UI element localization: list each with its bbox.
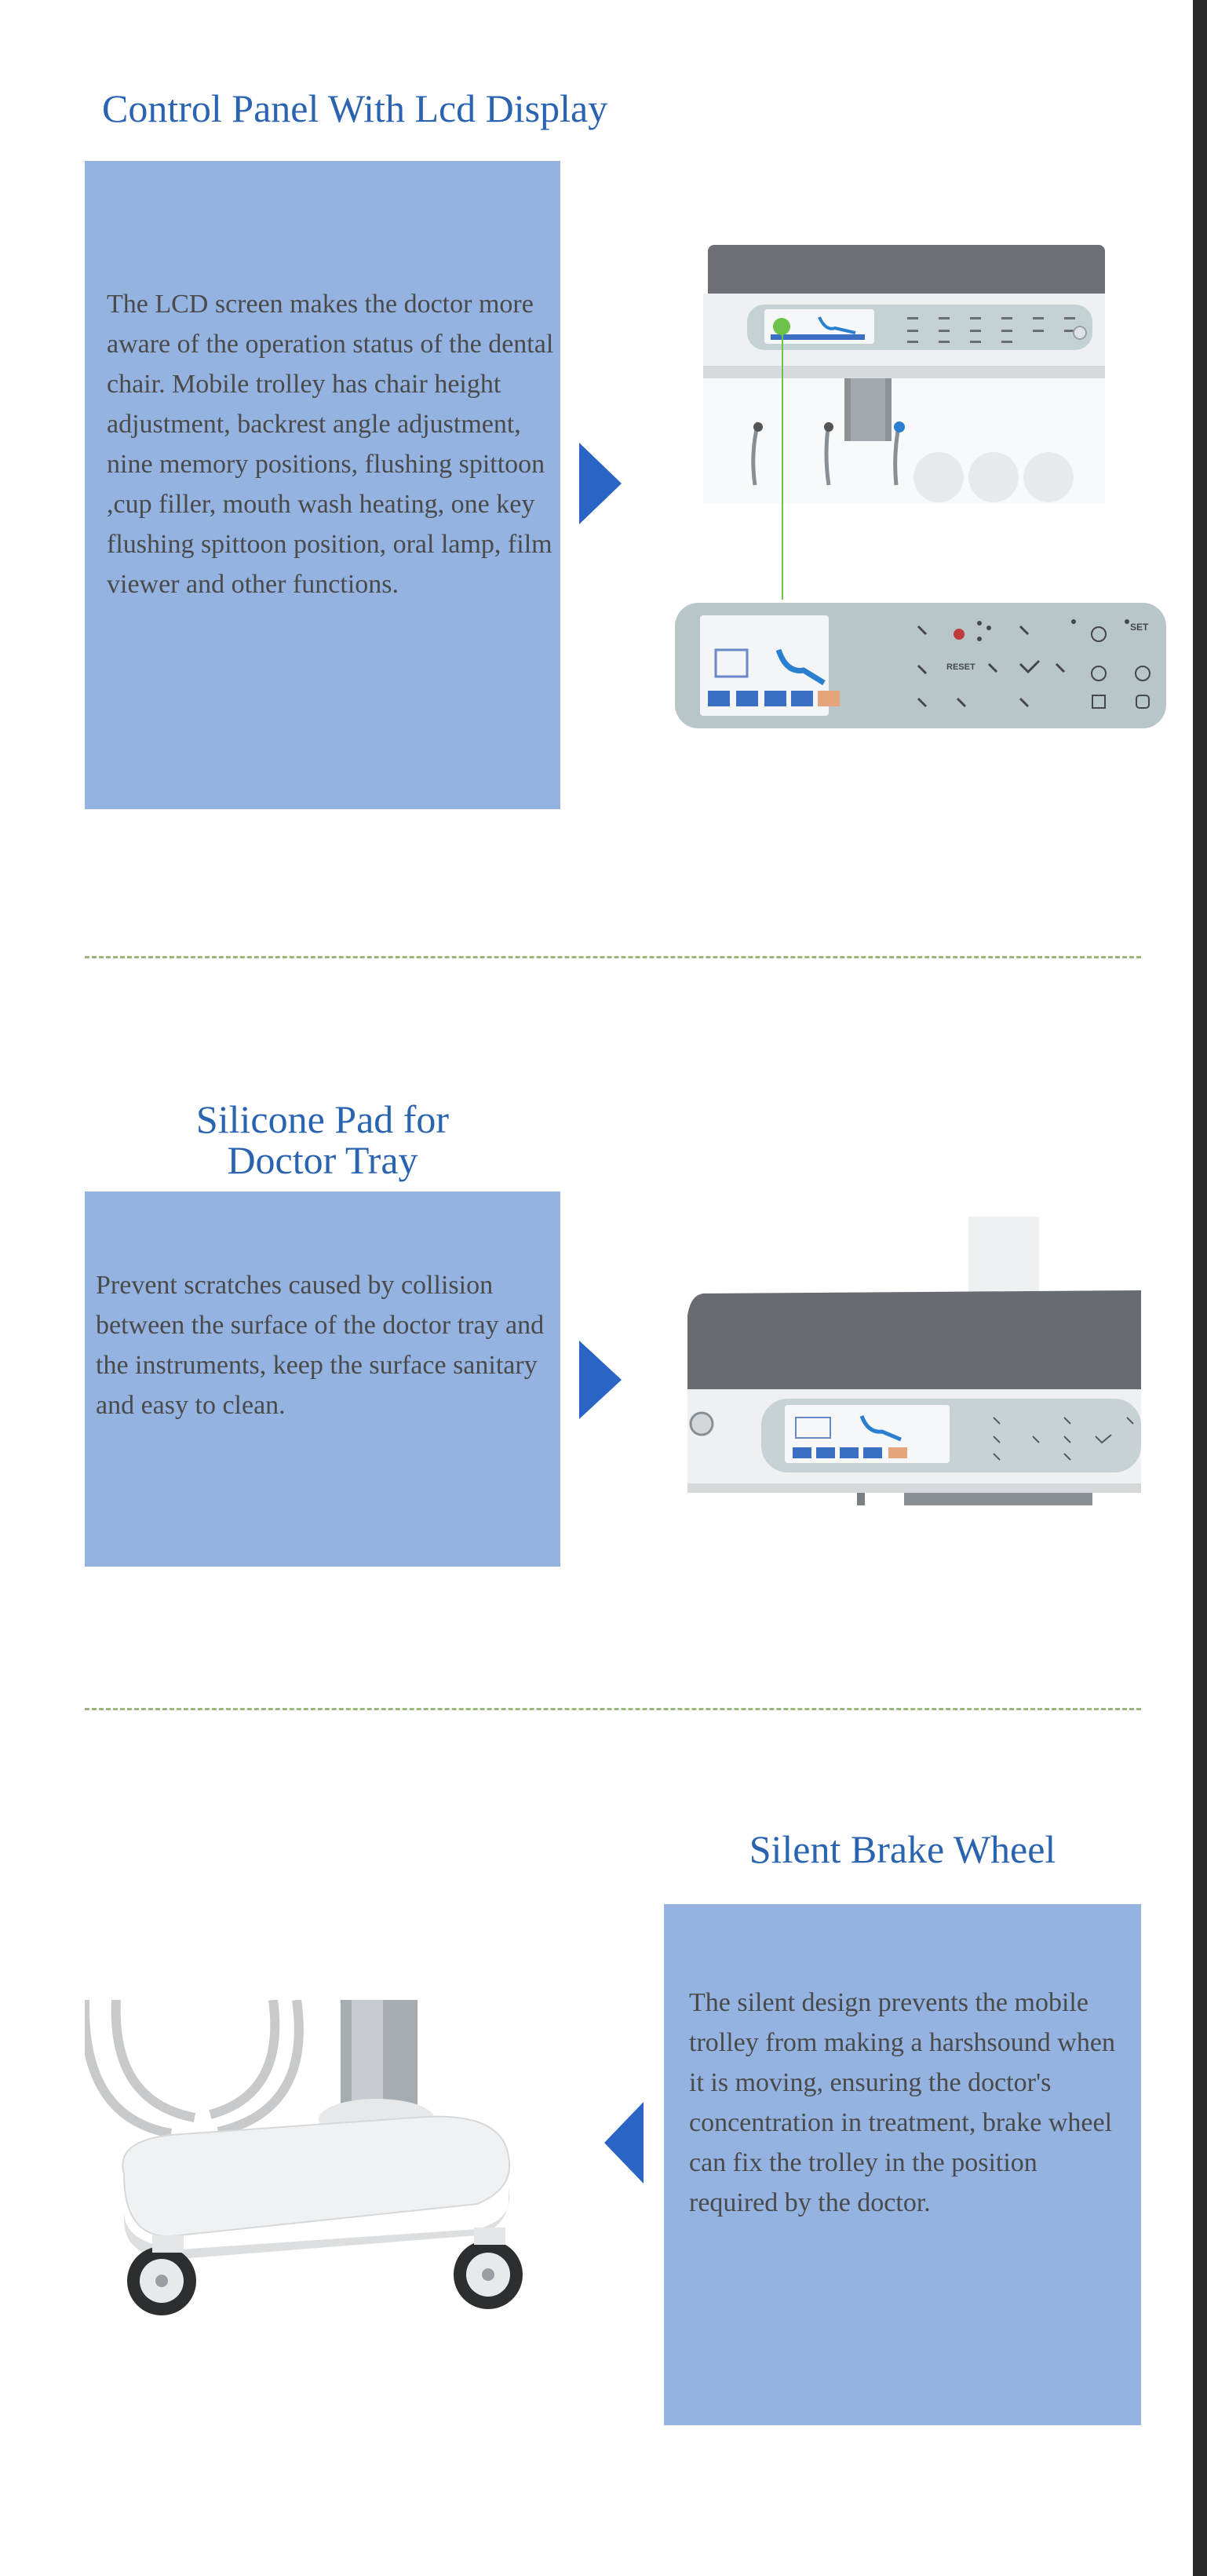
control-panel-enlarged <box>675 603 1166 728</box>
section-title-line-1: Silicone Pad for <box>195 1097 450 1141</box>
description-text-brake-wheel: The silent design prevents the mobile trolley from making a harshsound when it is moving, ensuring the doctor's concentration in treatment, brake wheel can fix the trolley in the position required by the doctor. <box>689 1988 1115 2217</box>
set-button-label: SET <box>1130 622 1149 633</box>
description-text-silicone-pad: Prevent scratches caused by collision between the surface of the doctor tray and the instruments, keep the surface sanitary and easy to clean. <box>96 1271 545 1420</box>
arrow-right-icon <box>579 443 622 524</box>
section-title-silicone-pad <box>85 1099 560 1180</box>
section-title-control-panel: Control Panel With Lcd Display <box>102 86 608 130</box>
pointer-line <box>780 320 785 600</box>
control-panel-photo <box>703 242 1111 504</box>
reset-button-label: RESET <box>946 662 975 672</box>
brake-wheel-photo <box>85 2000 534 2326</box>
section-divider <box>85 956 1141 958</box>
section-title-line-2: Doctor Tray <box>227 1138 418 1182</box>
section-divider <box>85 1708 1141 1710</box>
section-title-brake-wheel: Silent Brake Wheel <box>749 1827 1056 1871</box>
doctor-tray-photo <box>687 1217 1141 1540</box>
arrow-right-icon <box>579 1341 622 1419</box>
description-text-control-panel: The LCD screen makes the doctor more aware of the operation status of the dental chair. Mobile trolley has chair height adjustment, backrest angle adjustment, nine memory positions, flushing spittoon ,cup filler, mouth wash heating, one key flushing spittoon position, oral lamp, film viewer and other functions. <box>107 290 554 599</box>
page-edge-bar <box>1193 0 1207 2576</box>
arrow-left-icon <box>604 2102 644 2184</box>
